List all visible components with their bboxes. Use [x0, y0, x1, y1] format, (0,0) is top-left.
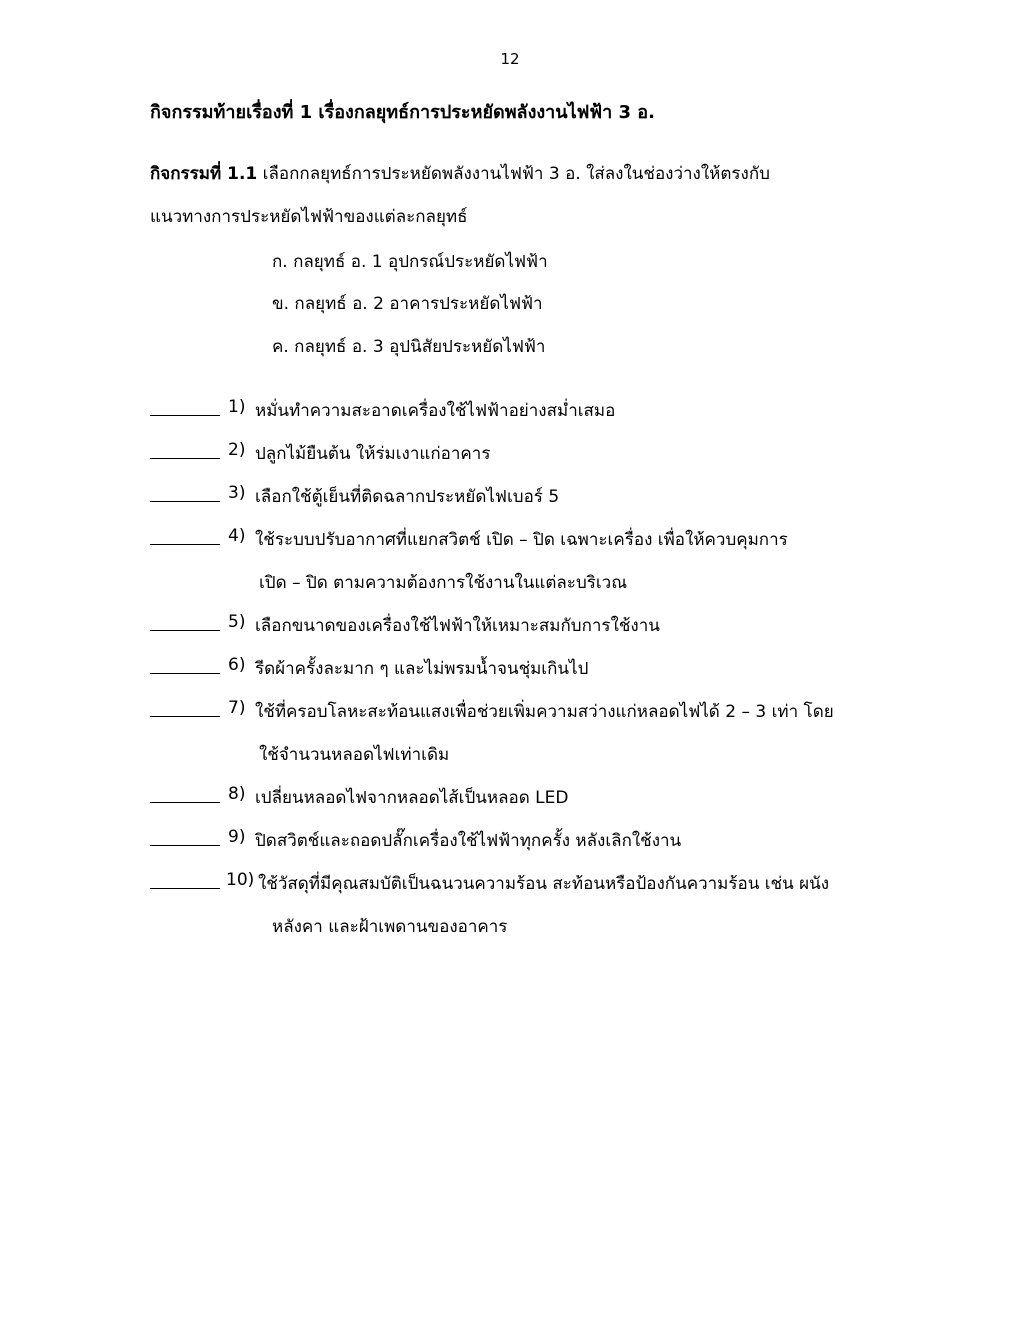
item-text-8: เปลี่ยนหลอดไฟจากหลอดไส้เป็นหลอด LED [255, 788, 569, 808]
item-text-2: ปลูกไม้ยืนต้น ให้ร่มเงาแก่อาคาร [255, 444, 491, 464]
item-text-9: ปิดสวิตช์และถอดปลั๊กเครื่องใช้ไฟฟ้าทุกครั้ง หลังเลิกใช้งาน [255, 831, 682, 851]
item-number-6: 6) [228, 655, 246, 675]
page-number: 12 [500, 50, 520, 68]
answer-blank-2[interactable] [150, 458, 220, 459]
page-title: กิจกรรมท้ายเรื่องที่ 1 เรื่องกลยุทธ์การประหยัดพลังงานไฟฟ้า 3 อ. [150, 102, 655, 123]
item-number-9: 9) [228, 827, 246, 847]
item-number-7: 7) [228, 698, 246, 718]
answer-blank-7[interactable] [150, 716, 220, 717]
activity-lead: กิจกรรมที่ 1.1 [150, 164, 258, 184]
item-text-5: เลือกขนาดของเครื่องใช้ไฟฟ้าให้เหมาะสมกับการใช้งาน [255, 616, 660, 636]
item-text-10-continued: หลังคา และฝ้าเพดานของอาคาร [272, 917, 508, 937]
answer-blank-1[interactable] [150, 415, 220, 416]
item-text-1: หมั่นทำความสะอาดเครื่องใช้ไฟฟ้าอย่างสม่ำเสมอ [255, 401, 616, 421]
activity-instruction-line1: เลือกกลยุทธ์การประหยัดพลังงานไฟฟ้า 3 อ. ใส่ลงในช่องว่างให้ตรงกับ [257, 164, 770, 184]
item-text-7: ใช้ที่ครอบโลหะสะท้อนแสงเพื่อช่วยเพิ่มความสว่างแก่หลอดไฟได้ 2 – 3 เท่า โดย [255, 702, 834, 722]
item-text-10: ใช้วัสดุที่มีคุณสมบัติเป็นฉนวนความร้อน สะท้อนหรือป้องกันความร้อน เช่น ผนัง [258, 874, 829, 894]
item-number-8: 8) [228, 784, 246, 804]
item-number-3: 3) [228, 483, 246, 503]
item-number-10: 10) [226, 870, 255, 890]
option-b: ข. กลยุทธ์ อ. 2 อาคารประหยัดไฟฟ้า [272, 294, 543, 314]
item-number-4: 4) [228, 526, 246, 546]
answer-blank-3[interactable] [150, 501, 220, 502]
item-number-5: 5) [228, 612, 246, 632]
answer-blank-10[interactable] [150, 888, 220, 889]
answer-blank-6[interactable] [150, 673, 220, 674]
activity-instruction-line2: แนวทางการประหยัดไฟฟ้าของแต่ละกลยุทธ์ [150, 207, 468, 227]
activity-instruction [150, 160, 770, 187]
item-text-4-continued: เปิด – ปิด ตามความต้องการใช้งานในแต่ละบริเวณ [259, 573, 627, 593]
answer-blank-5[interactable] [150, 630, 220, 631]
item-text-4: ใช้ระบบปรับอากาศที่แยกสวิตช์ เปิด – ปิด เฉพาะเครื่อง เพื่อให้ควบคุมการ [255, 530, 788, 550]
answer-blank-9[interactable] [150, 845, 220, 846]
option-c: ค. กลยุทธ์ อ. 3 อุปนิสัยประหยัดไฟฟ้า [272, 337, 546, 357]
item-number-1: 1) [228, 397, 246, 417]
option-a: ก. กลยุทธ์ อ. 1 อุปกรณ์ประหยัดไฟฟ้า [272, 252, 548, 272]
item-number-2: 2) [228, 440, 246, 460]
item-text-6: รีดผ้าครั้งละมาก ๆ และไม่พรมน้ำจนชุ่มเกินไป [255, 659, 589, 679]
answer-blank-8[interactable] [150, 802, 220, 803]
answer-blank-4[interactable] [150, 544, 220, 545]
item-text-3: เลือกใช้ตู้เย็นที่ติดฉลากประหยัดไฟเบอร์ 5 [255, 487, 560, 507]
item-text-7-continued: ใช้จำนวนหลอดไฟเท่าเดิม [259, 745, 450, 765]
